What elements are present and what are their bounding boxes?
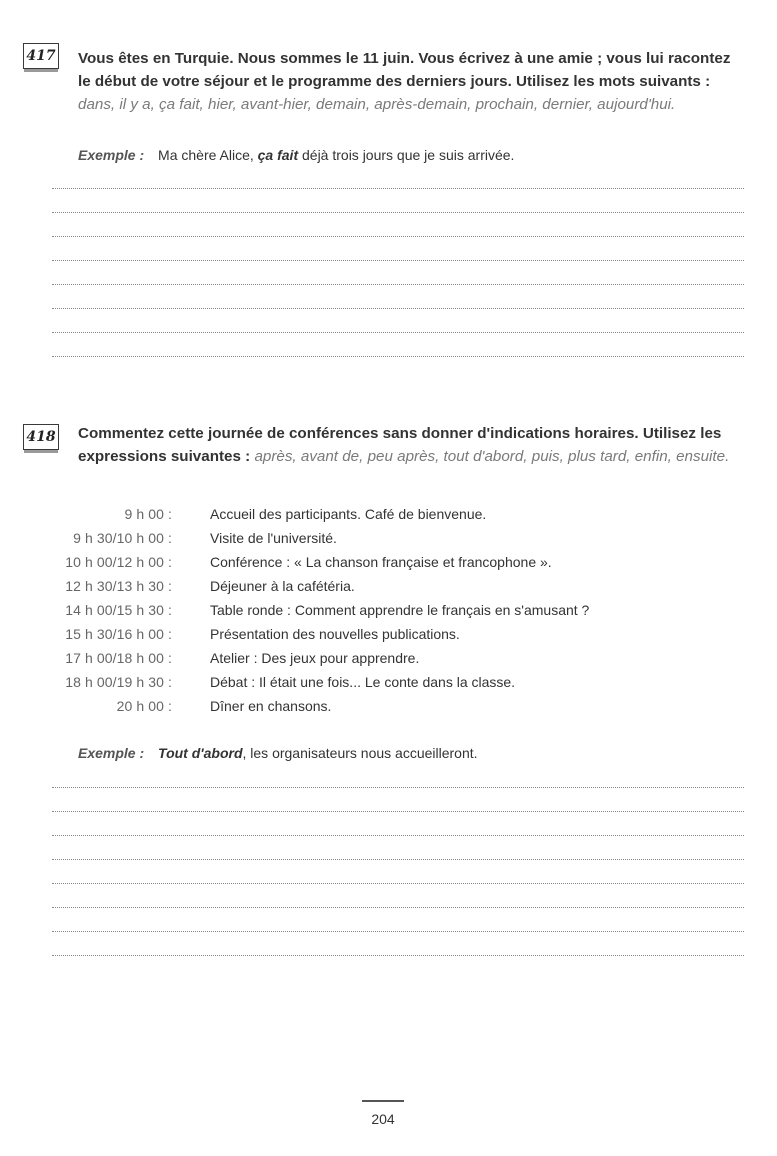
schedule-activity: Dîner en chansons.: [210, 698, 332, 714]
example-label: Exemple :: [78, 147, 145, 163]
schedule-activity: Déjeuner à la cafétéria.: [210, 578, 355, 594]
instruction-word-list: dans, il y a, ça fait, hier, avant-hier, demain, après-demain, prochain, dernier, aujourd'hui.: [78, 96, 676, 113]
answer-line[interactable]: [52, 955, 744, 956]
example-highlight: Tout d'abord: [158, 745, 243, 761]
page-number-rule: [362, 1100, 404, 1102]
answer-line[interactable]: [52, 236, 744, 237]
example-text-post: déjà trois jours que je suis arrivée.: [302, 147, 515, 163]
answer-line[interactable]: [52, 787, 744, 788]
answer-line[interactable]: [52, 907, 744, 908]
answer-line[interactable]: [52, 931, 744, 932]
schedule-activity: Table ronde : Comment apprendre le français en s'amusant ?: [210, 602, 590, 618]
answer-line[interactable]: [52, 356, 744, 357]
schedule-activity: Atelier : Des jeux pour apprendre.: [210, 650, 420, 666]
exercise-example: [78, 147, 514, 163]
page-number: 204: [371, 1111, 395, 1127]
schedule-activity: Visite de l'université.: [210, 530, 337, 546]
schedule-time: 18 h 00/19 h 30 :: [65, 674, 172, 690]
schedule-time: 15 h 30/16 h 00 :: [65, 626, 172, 642]
schedule-time: 17 h 00/18 h 00 :: [65, 650, 172, 666]
exercise-number-badge: 418: [23, 424, 59, 450]
answer-line[interactable]: [52, 835, 744, 836]
schedule-time: 20 h 00 :: [116, 698, 172, 714]
example-text-post: , les organisateurs nous accueilleront.: [242, 745, 478, 761]
exercise-instruction: [78, 47, 746, 116]
answer-line[interactable]: [52, 284, 744, 285]
schedule-activity: Conférence : « La chanson française et francophone ».: [210, 554, 552, 570]
answer-line[interactable]: [52, 260, 744, 261]
exercise-example: [78, 745, 478, 761]
answer-line[interactable]: [52, 811, 744, 812]
instruction-text: Vous êtes en Turquie. Nous sommes le 11 juin. Vous écrivez à une amie ; vous lui racontez le début de votre séjour et le programme des derniers jours. Utilisez les mots suivants :: [78, 50, 731, 90]
example-highlight: ça fait: [257, 147, 299, 163]
answer-line[interactable]: [52, 859, 744, 860]
example-text-pre: Ma chère Alice,: [158, 147, 254, 163]
answer-line[interactable]: [52, 308, 744, 309]
instruction-word-list: après, avant de, peu après, tout d'abord, puis, plus tard, enfin, ensuite.: [254, 448, 730, 465]
answer-line[interactable]: [52, 212, 744, 213]
answer-line[interactable]: [52, 883, 744, 884]
exercise-number-badge: 417: [23, 43, 59, 69]
schedule-activity: Débat : Il était une fois... Le conte dans la classe.: [210, 674, 516, 690]
schedule-time: 9 h 00 :: [124, 506, 172, 522]
schedule-activity: Accueil des participants. Café de bienvenue.: [210, 506, 487, 522]
answer-line[interactable]: [52, 188, 744, 189]
exercise-instruction: [78, 422, 746, 468]
instruction-text: Commentez cette journée de conférences sans donner d'indications horaires. Utilisez les expressions suivantes :: [78, 425, 722, 465]
schedule-time: 10 h 00/12 h 00 :: [65, 554, 172, 570]
answer-line[interactable]: [52, 332, 744, 333]
schedule-time: 9 h 30/10 h 00 :: [73, 530, 172, 546]
schedule-activity: Présentation des nouvelles publications.: [210, 626, 460, 642]
example-label: Exemple :: [78, 745, 145, 761]
schedule-time: 14 h 00/15 h 30 :: [65, 602, 172, 618]
schedule-time: 12 h 30/13 h 30 :: [65, 578, 172, 594]
